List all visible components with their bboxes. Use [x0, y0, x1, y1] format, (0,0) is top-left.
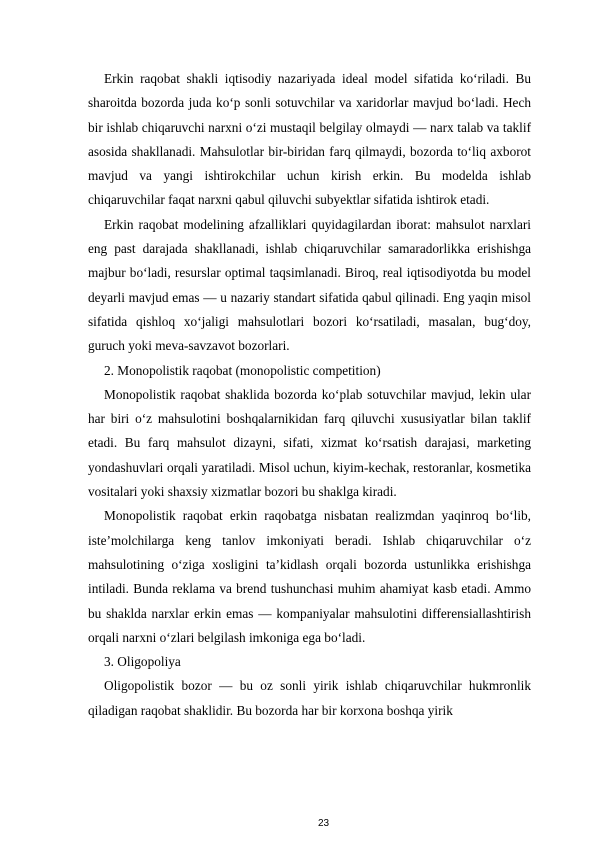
paragraph-monopolistic-definition: Monopolistik raqobat shaklida bozorda ko‘plab sotuvchilar mavjud, lekin ular har biri o‘z mahsulotini boshqalarnikidan farq qiluvchi xususiyatlar bilan taklif etadi. Bu farq mahsulot dizayni, sifati, xizmat ko‘rsatish darajasi, marketing yondashuvlari orqali yaratiladi. Misol uchun, kiyim-kechak, restoranlar, kosmetika vositalari yoki shaxsiy xizmatlar bozori bu shaklga kiradi.: [88, 386, 531, 500]
page-number: 23: [317, 818, 330, 829]
paragraph-free-competition-advantages: Erkin raqobat modelining afzalliklari quyidagilardan iborat: mahsulot narxlari eng past darajada shakllanadi, ishlab chiqaruvchilar samaradorlikka erishishga majbur bo‘ladi, resurslar optimal taqsimlanadi. Biroq, real iqtisodiyotda bu model deyarli mavjud emas — u nazariy standart sifatida qabul qilinadi. Eng yaqin misol sifatida qishloq xo‘jaligi mahsulotlari bozori ko‘rsatiladi, masalan, bug‘doy, guruch yoki meva-savzavot bozorlari.: [88, 216, 531, 354]
paragraph-monopolistic-details: Monopolistik raqobat erkin raqobatga nisbatan realizmdan yaqinroq bo‘lib, iste’molchilarga keng tanlov imkoniyati beradi. Ishlab chiqaruvchilar o‘z mahsulotining o‘ziga xosligini ta’kidlash orqali bozorda ustunlikka erishishga intiladi. Bunda reklama va brend tushunchasi muhim ahamiyat kasb etadi. Ammo bu shaklda narxlar erkin emas — kompaniyalar mahsulotini differensiallashtirish orqali narxni o‘zlari belgilash imkoniga ega bo‘ladi.: [88, 508, 531, 645]
paragraph-oligopoly-definition: Oligopolistik bozor — bu oz sonli yirik ishlab chiqaruvchilar hukmronlik qiladigan raqobat shaklidir. Bu bozorda har bir korxona boshqa yirik: [88, 678, 531, 718]
section-heading-oligopoly: 3. Oligopoliya: [104, 654, 181, 670]
document-body: [88, 67, 531, 723]
paragraph-free-competition-intro: Erkin raqobat shakli iqtisodiy nazariyada ideal model sifatida ko‘riladi. Bu sharoitda bozorda juda ko‘p sonli sotuvchilar va xaridorlar mavjud bo‘ladi. Hech bir ishlab chiqaruvchi narxni o‘zi mustaqil belgilay olmaydi — narx talab va taklif asosida shakllanadi. Mahsulotlar bir-biridan farq qilmaydi, bozorda to‘liq axborot mavjud va yangi ishtirokchilar uchun kirish erkin. Bu modelda ishlab chiqaruvchilar faqat narxni qabul qiluvchi subyektlar sifatida ishtirok etadi.: [88, 71, 531, 208]
section-heading-monopolistic-competition: 2. Monopolistik raqobat (monopolistic competition): [104, 362, 381, 378]
